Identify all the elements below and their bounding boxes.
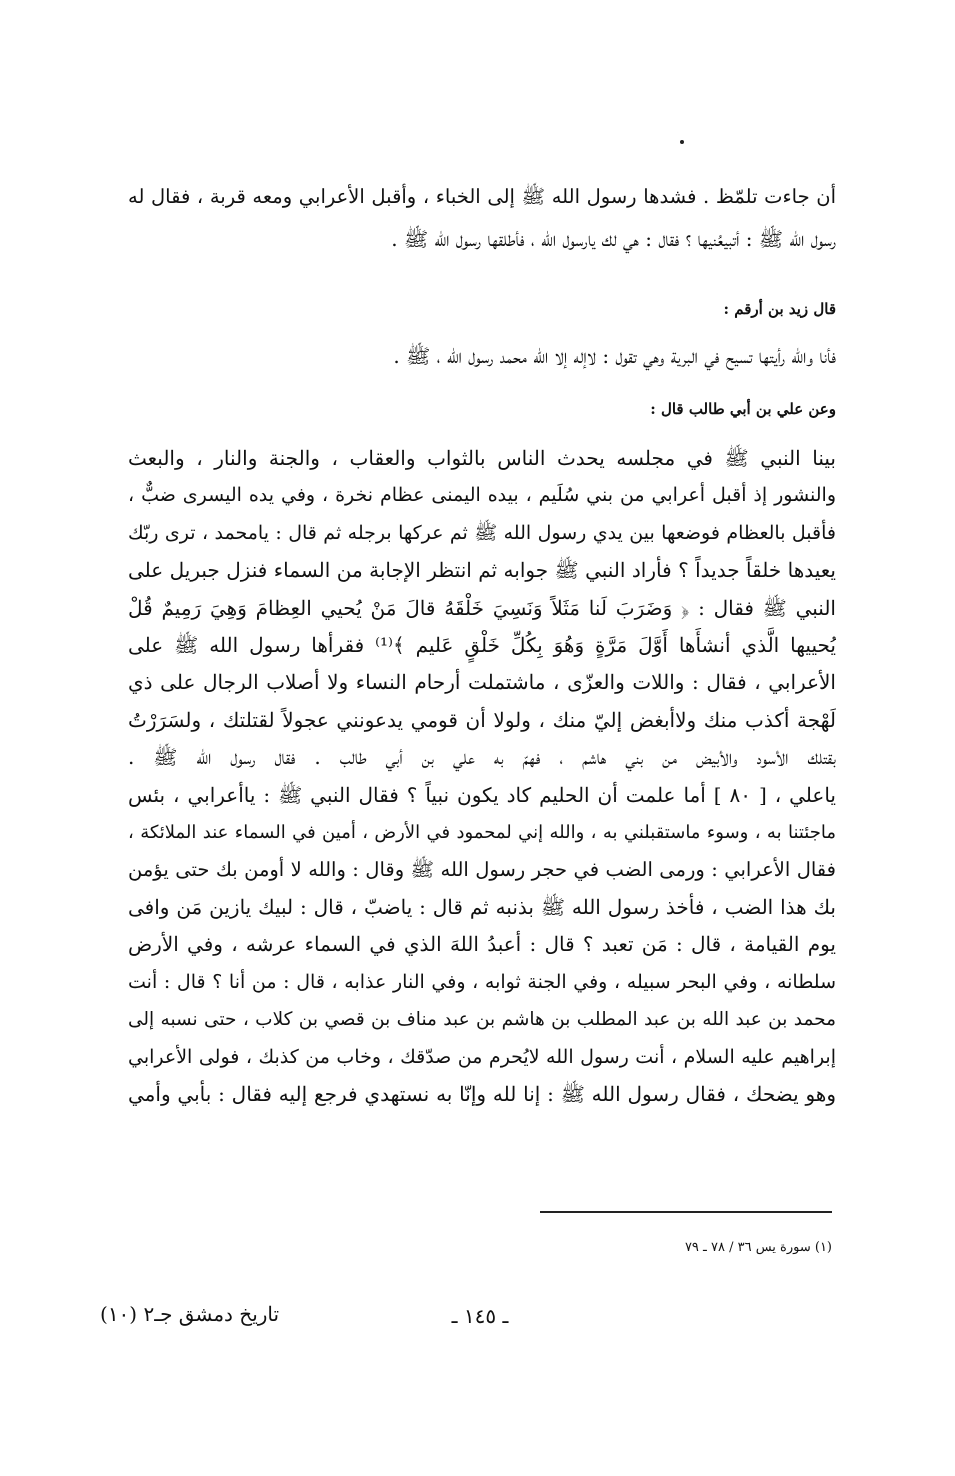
text-line: فأقبل بالعظام فوضعها بين يدي رسول الله ﷺ ثم عركها برجله ثم قال : يامحمد ، ترى ربّك (128, 521, 836, 544)
text-line: يُحييها الَّذي أنشأَها أَوَّلَ مَرَّةٍ وَهُوَ بِكُلِّ خَلْقٍ عَليم ﴾⁽¹⁾ فقرأها رسول الله ﷺ على (128, 633, 836, 658)
text-line: وهو يضحك ، فقال رسول الله ﷺ : إنا لله وإنّا به نستهدي فرجع إليه فقال : بأبي وأمي (128, 1081, 836, 1106)
text-line: النبي ﷺ فقال : ﴿ وَضَرَبَ لَنا مَثَلاً وَنَسِيَ خَلْقَهُ قالَ مَنْ يُحيي العِظامَ وَهِيَ رَمِيمٌ قُلْ (128, 595, 836, 620)
text-line: يوم القيامة ، قال : مَن تعبد ؟ قال : أعبدُ اللهَ الذي في السماء عرشه ، وفي الأرض (128, 932, 836, 957)
text-line: بقتلك الأسود والأبيض من بني هاشم ، فهمّ به علي بن أبي طالب . فقال رسول الله ﷺ . (128, 745, 836, 770)
text-line: فأنا والله رأيتها تسيح في البرية وهي تقول : لاإله إلا الله محمد رسول الله ، ﷺ . (393, 344, 836, 368)
text-line: فقال الأعرابي : ورمى الضب في حجر رسول الله ﷺ وقال : والله لا أومن بك حتى يؤمن (128, 858, 836, 882)
text-line: رسول الله ﷺ : أتبيعُنيها ؟ فقال : هي لك يارسول الله ، فأطلقها رسول الله ﷺ . (391, 227, 836, 251)
text-line: ياعلي ، [ ٨٠ ] أما علمت أن الحليم كاد يكون نبياً ؟ فقال النبي ﷺ : ياأعرابي ، بئس (128, 782, 836, 807)
text-line: بينا النبي ﷺ في مجلسه يحدث الناس بالثواب والعقاب ، والجنة والنار ، والبعث (128, 446, 836, 470)
text-line: سلطانه ، وفي البحر سبيله ، وفي الجنة ثوابه ، وفي النار عذابه ، قال : من أنا ؟ قال : أنت (128, 970, 836, 993)
running-footer: تاريخ دمشق جـ٢ (١٠) (100, 1302, 280, 1326)
text-line: لَهْجة أكذب منك ولاأبغض إليّ منك ، ولولا أن قومي يدعونني عجولاً لقتلتك ، ولسَرَرْتُ (128, 707, 836, 732)
main-paragraph (128, 440, 836, 1113)
lead-paragraph (128, 176, 836, 260)
section-heading-ali: وعن علي بن أبي طالب قال : (650, 400, 836, 418)
stray-mark (680, 140, 684, 144)
text-line: الأعرابي ، فقال : واللات والعزّى ، ماشتملت أرحام النساء ولا أصلاب الرجال على ذي (128, 670, 836, 695)
text-line: إبراهيم عليه السلام ، أنت رسول الله لايُحرم من صدّقك ، وخاب من كذبك ، فولى الأعرابي (128, 1045, 836, 1068)
page-number: ـ ١٤٥ ـ (451, 1304, 509, 1328)
text-line: أن جاءت تلمّظ . فشدها رسول الله ﷺ إلى الخباء ، وأقبل الأعرابي ومعه قربة ، فقال له (128, 185, 836, 208)
text-line: ماجئتنا به ، وسوء ماستقبلني به ، والله إني لمحمود في الأرض ، أمين في السماء عند الملائكة ، (128, 822, 836, 844)
quote-paragraph (128, 338, 836, 374)
footnote-separator (540, 1211, 832, 1213)
section-heading-zayd: قال زيد بن أرقم : (723, 300, 836, 318)
text-line: محمد بن عبد الله بن عبد المطلب بن هاشم بن عبد مناف بن قصي بن كلاب ، حتى نسبه إلى (128, 1009, 836, 1031)
text-line: يعيدها خلقاً جديداً ؟ فأراد النبي ﷺ جوابه ثم انتظر الإجابة من السماء فنزل جبريل على (128, 558, 836, 583)
footnote: (١) سورة يس ٣٦ / ٧٨ ـ ٧٩ (684, 1240, 832, 1255)
text-line: بك هذا الضب ، فأخذ رسول الله ﷺ بذنبه ثم قال : ياضبّ ، قال : لبيك يازين مَن وافى (128, 894, 836, 919)
text-line: والنشور إذ أقبل أعرابي من بني سُلَيم ، بيده اليمنى عظام نخرة ، وفي يده اليسرى ضبٌّ ، (128, 484, 836, 507)
